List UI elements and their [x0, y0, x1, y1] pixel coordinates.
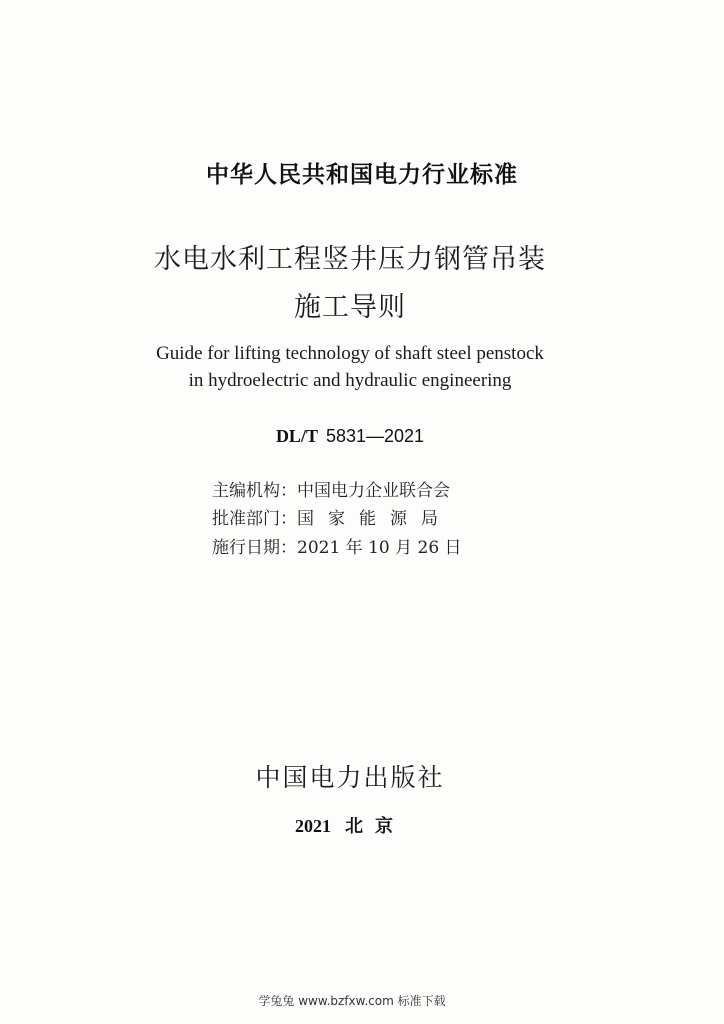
publication-year-place — [0, 812, 712, 838]
title-chinese-line-1: 水电水利工程竖井压力钢管吊装 — [154, 244, 546, 275]
meta-editor-row — [212, 476, 450, 501]
meta-date-label: 施行日期： — [212, 538, 297, 558]
meta-approver-value: 国家能源局 — [297, 509, 452, 529]
publication-year: 2021 — [295, 816, 331, 836]
meta-date-row — [212, 533, 462, 558]
title-english-line-1: Guide for lifting technology of shaft steel penstock — [156, 343, 544, 364]
publication-city: 北京 — [345, 816, 405, 837]
meta-date-value: 2021 年 10 月 26 日 — [297, 538, 462, 558]
publisher-name: 中国电力出版社 — [255, 763, 445, 792]
meta-editor-value: 中国电力企业联合会 — [297, 481, 450, 501]
title-english-line-2: in hydroelectric and hydraulic engineering — [188, 370, 512, 391]
standard-code-prefix: DL/T — [275, 426, 318, 446]
meta-editor-label: 主编机构： — [212, 481, 297, 501]
watermark-text: 学兔兔 www.bzfxw.com 标准下载 — [258, 994, 446, 1008]
standard-code — [0, 426, 712, 447]
standard-category: 中华人民共和国电力行业标准 — [206, 162, 518, 188]
meta-approver-row — [212, 504, 452, 529]
meta-approver-label: 批准部门： — [212, 509, 297, 529]
title-chinese-line-2: 施工导则 — [294, 292, 406, 323]
standard-code-number: 5831—2021 — [325, 426, 425, 446]
